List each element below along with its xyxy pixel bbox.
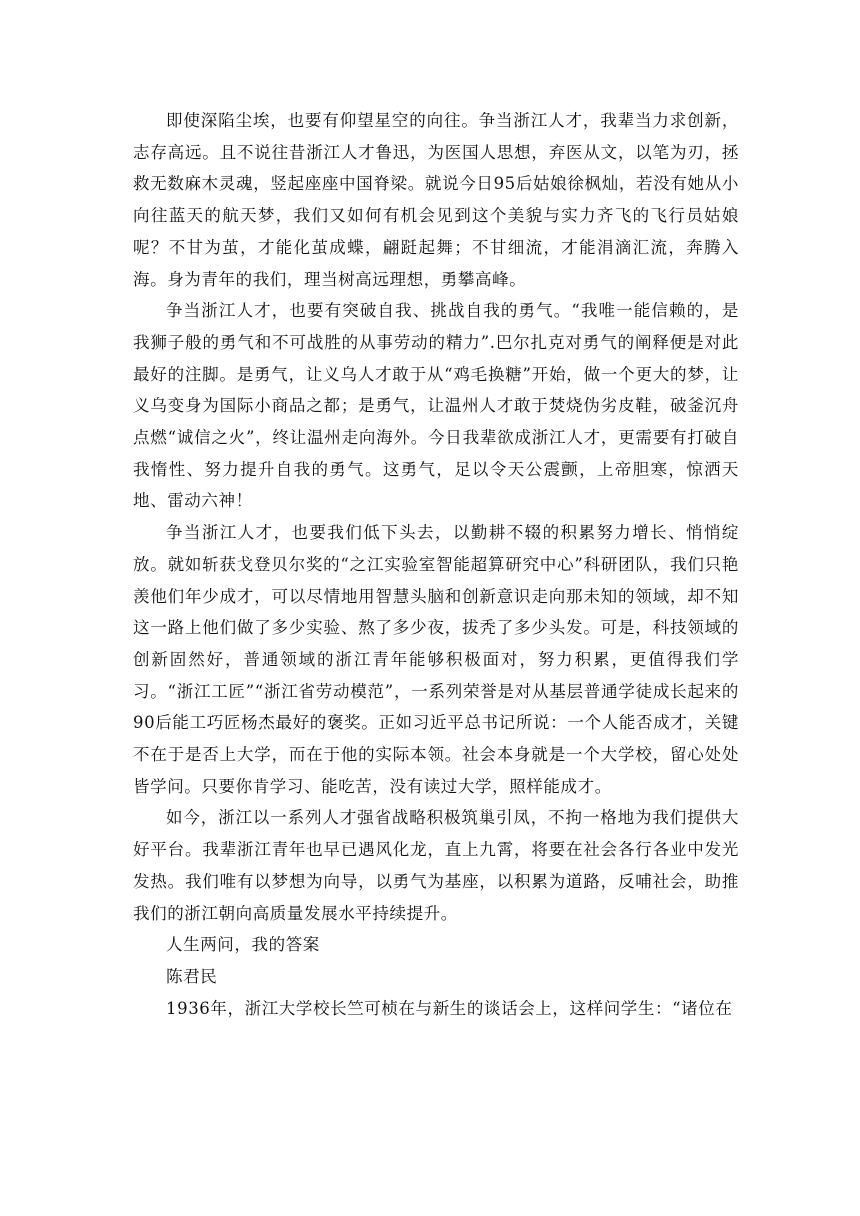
paragraph-conclusion: 如今，浙江以一系列人才强省战略积极筑巢引凤，不拘一格地为我们提供大好平台。我辈浙江青年也早已遇风化龙，直上九霄，将要在社会各行各业中发光发热。我们唯有以梦想为向导，以勇气为基座，以积累为道路，反哺社会，助推我们的浙江朝向高质量发展水平持续提升。	[133, 808, 739, 923]
essay-opening-paragraph: 1936年，浙江大学校长竺可桢在与新生的谈话会上，这样问学生：“诸位在	[166, 998, 733, 1018]
document-body	[133, 105, 739, 1024]
paragraph-courage: 争当浙江人才，也要有突破自我、挑战自我的勇气。“我唯一能信赖的，是我狮子般的勇气和不可战胜的从事劳动的精力”.巴尔扎克对勇气的阐释便是对此最好的注脚。是勇气，让义乌人才敢于从“鸡毛换糖”开始，做一个更大的梦，让义乌变身为国际小商品之都；是勇气，让温州人才敢于焚烧伪劣皮鞋，破釜沉舟点燃“诚信之火”，终让温州走向海外。今日我辈欲成浙江人才，更需要有打破自我惰性、努力提升自我的勇气。这勇气，足以令天公震颤，上帝胆寒，惊洒天地、雷动六神！	[133, 301, 739, 511]
paragraph-accumulation: 争当浙江人才，也要我们低下头去，以勤耕不辍的积累努力增长、悄悄绽放。就如斩获戈登贝尔奖的“之江实验室智能超算研究中心”科研团队，我们只艳羡他们年少成才，可以尽情地用智慧头脑和创新意识走向那未知的领域，却不知这一路上他们做了多少实验、熬了多少夜，拔秃了多少头发。可是，科技领域的创新固然好，普通领域的浙江青年能够积极面对，努力积累，更值得我们学习。“浙江工匠”“浙江省劳动模范”，一系列荣誉是对从基层普通学徒成长起来的90后能工巧匠杨杰最好的褒奖。正如习近平总书记所说：一个人能否成才，关键不在于是否上大学，而在于他的实际本领。社会本身就是一个大学校，留心处处皆学问。只要你肯学习、能吃苦，没有读过大学，照样能成才。	[133, 523, 739, 796]
essay-title: 人生两问，我的答案	[166, 935, 320, 955]
essay-author: 陈君民	[166, 966, 218, 986]
paragraph-aspiration: 即使深陷尘埃，也要有仰望星空的向往。争当浙江人才，我辈当力求创新，志存高远。且不说往昔浙江人才鲁迅，为医国人思想，弃医从文，以笔为刃，拯救无数麻木灵魂，竖起座座中国脊梁。就说今日95后姑娘徐枫灿，若没有她从小向往蓝天的航天梦，我们又如何有机会见到这个美貌与实力齐飞的飞行员姑娘呢？不甘为茧，才能化茧成蝶，翩跹起舞；不甘细流，才能涓滴汇流，奔腾入海。身为青年的我们，理当树高远理想，勇攀高峰。	[133, 111, 739, 289]
